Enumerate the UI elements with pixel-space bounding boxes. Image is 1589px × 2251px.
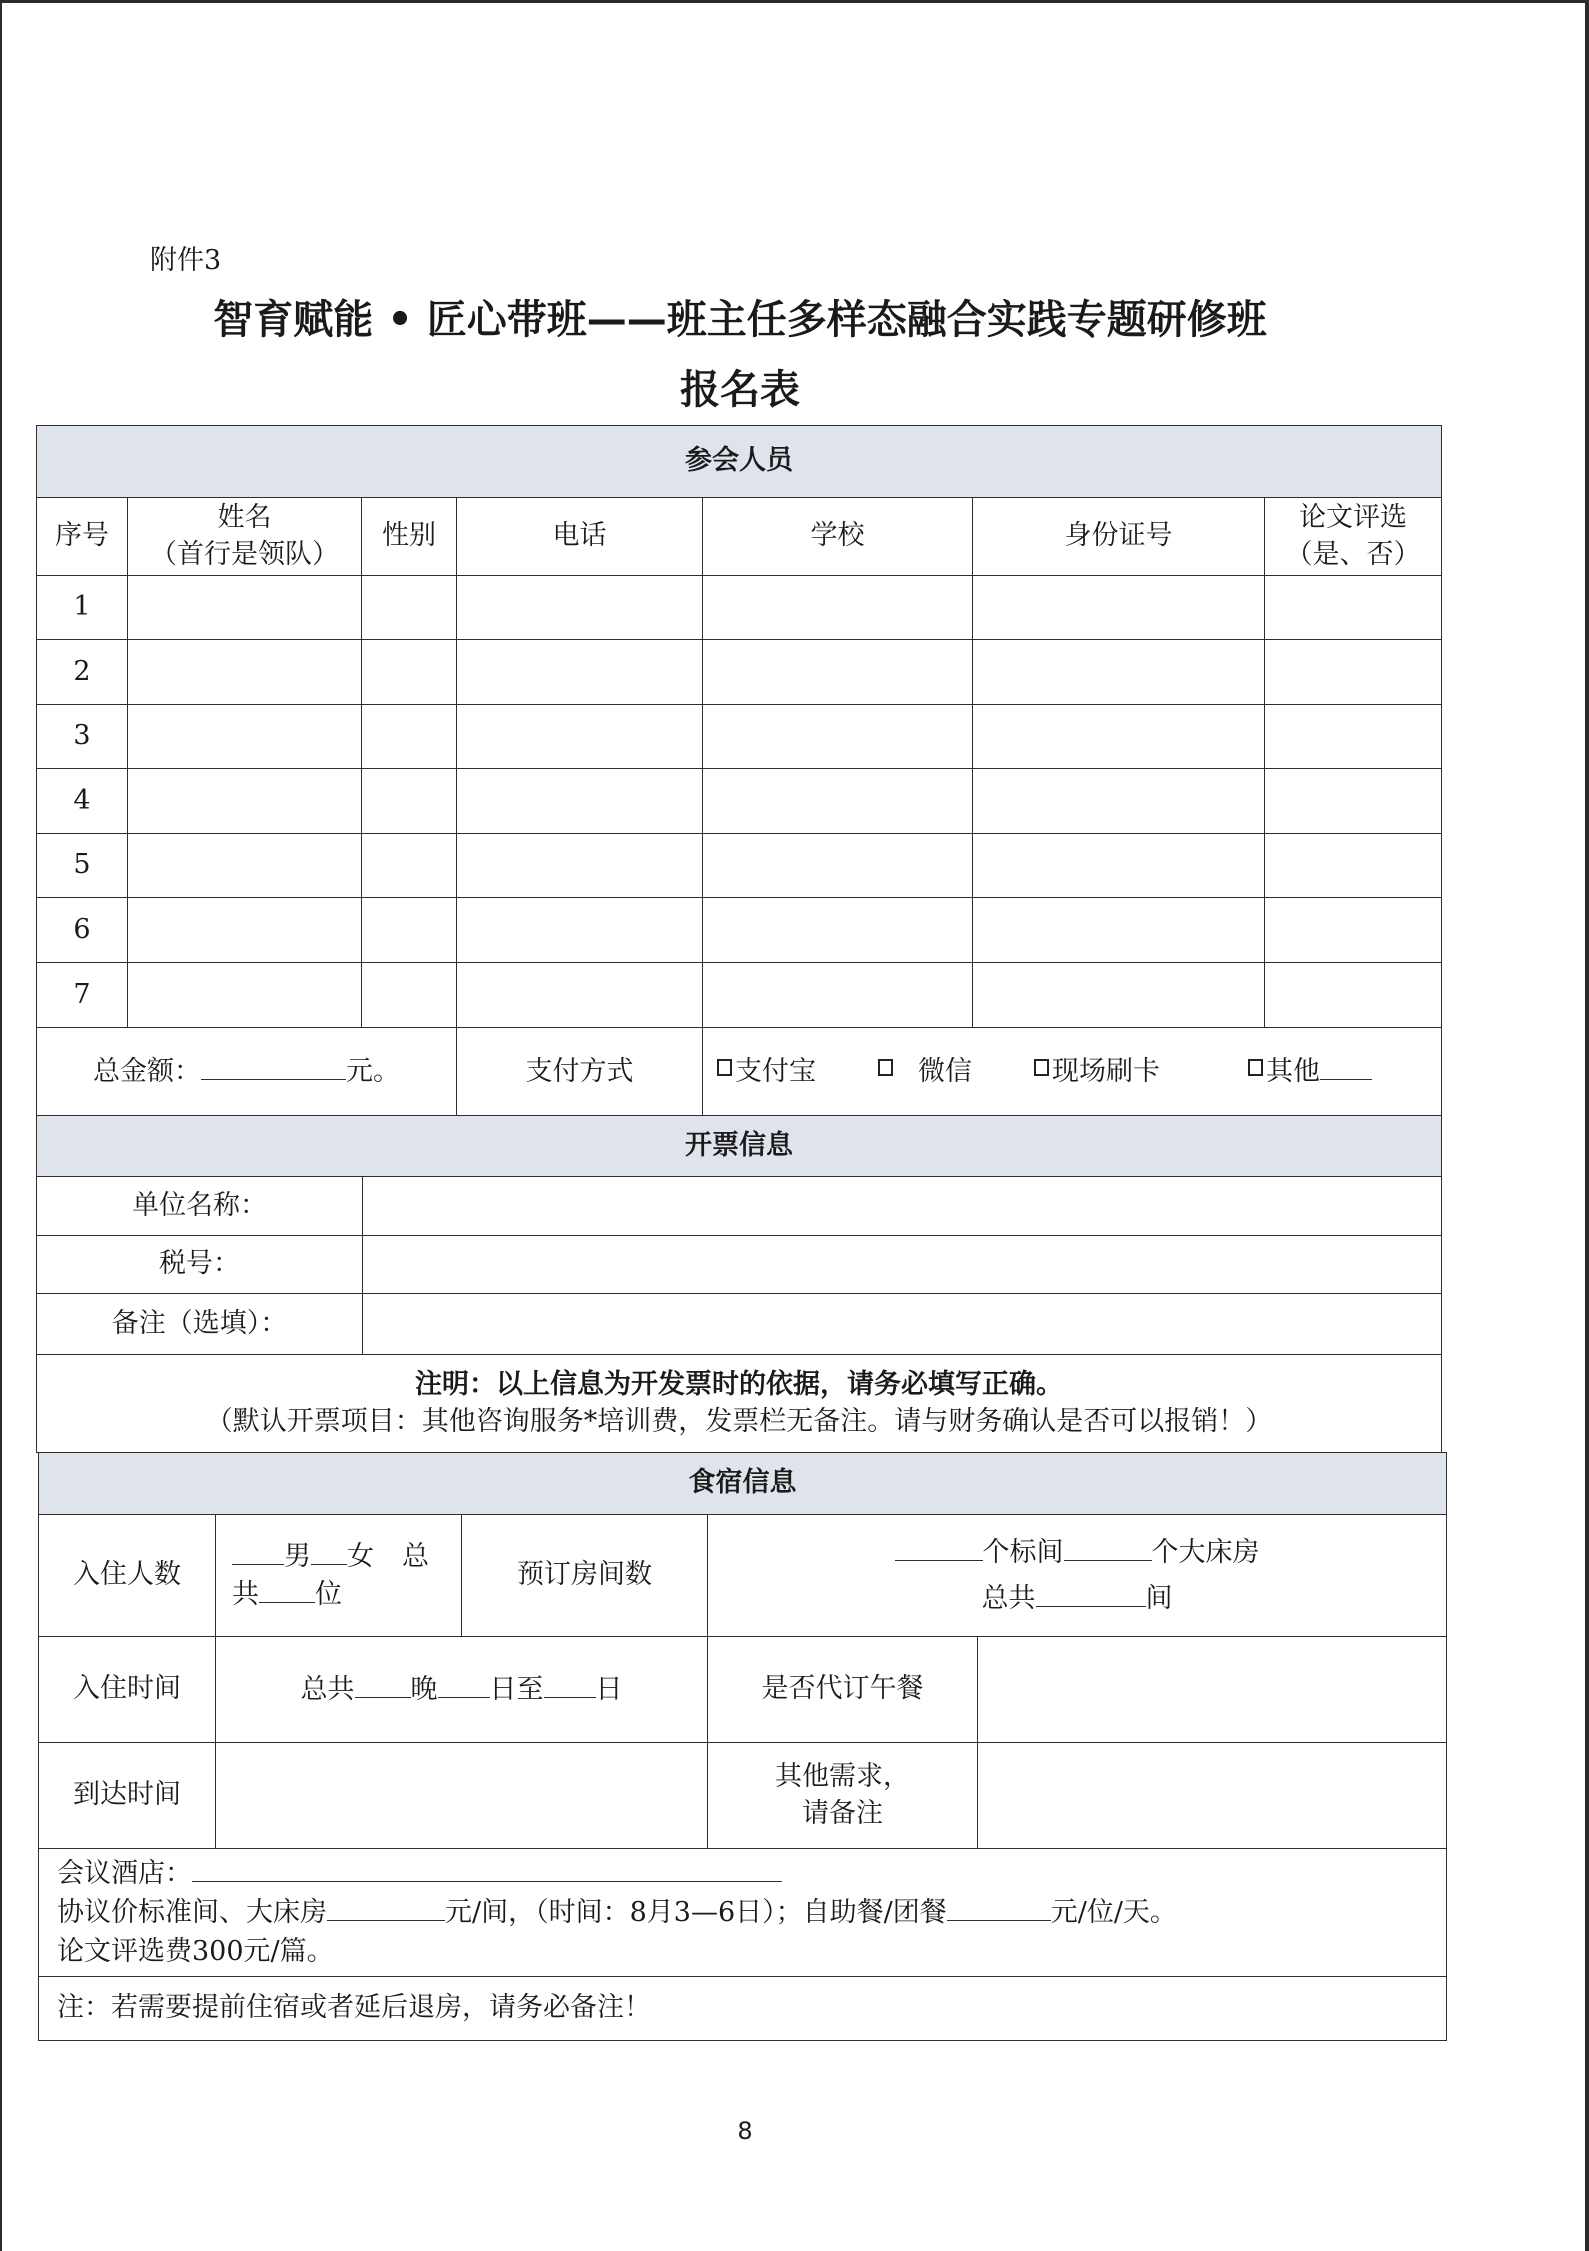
name-cell[interactable]	[128, 898, 362, 963]
nights-blank[interactable]	[355, 1671, 411, 1698]
paper-cell[interactable]	[1265, 576, 1442, 640]
id-cell[interactable]	[973, 705, 1265, 769]
total-amount-cell	[37, 1028, 457, 1117]
hotel-info	[39, 1849, 1447, 1977]
invoice-section-title: 开票信息	[685, 1129, 793, 1161]
hotel-label: 会议酒店：	[57, 1857, 192, 1889]
school-cell[interactable]	[703, 963, 973, 1028]
gender-cell[interactable]	[362, 963, 457, 1028]
phone-cell[interactable]	[457, 576, 703, 640]
total-amount-label: 总金额：	[93, 1056, 201, 1088]
name-cell[interactable]	[128, 640, 362, 705]
lodging-section-title: 食宿信息	[688, 1467, 797, 1499]
lodging-section-header	[39, 1453, 1447, 1515]
to-date-blank[interactable]	[544, 1671, 596, 1698]
total-label-a: 总	[402, 1541, 429, 1573]
arrival-label: 到达时间	[39, 1743, 216, 1849]
phone-cell[interactable]	[457, 834, 703, 898]
paper-cell[interactable]	[1265, 769, 1442, 834]
tax-number-label: 税号：	[37, 1236, 363, 1294]
checkin-label: 入住时间	[39, 1637, 216, 1743]
gender-cell[interactable]	[362, 898, 457, 963]
paper-cell[interactable]	[1265, 898, 1442, 963]
row-number: 5	[37, 834, 128, 898]
payment-method-label: 支付方式	[457, 1028, 703, 1117]
table-row	[37, 769, 1442, 834]
paper-cell[interactable]	[1265, 834, 1442, 898]
id-cell[interactable]	[973, 640, 1265, 705]
col-header-gender: 性别	[362, 498, 457, 576]
school-cell[interactable]	[703, 705, 973, 769]
col-header-paper-label: 论文评选	[1299, 502, 1408, 534]
page-edge-right	[1585, 0, 1589, 2251]
col-header-name	[128, 498, 362, 576]
col-header-name-note: （首行是领队）	[150, 538, 339, 570]
from-label: 日至	[489, 1673, 544, 1705]
page-edge-top	[0, 0, 1589, 3]
nights-label: 晚	[410, 1673, 438, 1705]
rooms-total-blank[interactable]	[1036, 1580, 1146, 1607]
option-other[interactable]	[1248, 1056, 1372, 1087]
col-header-school: 学校	[703, 498, 973, 576]
school-cell[interactable]	[703, 834, 973, 898]
female-label: 女	[347, 1541, 374, 1573]
total-amount-unit: 元。	[346, 1056, 400, 1088]
row-number: 7	[37, 963, 128, 1028]
gender-cell[interactable]	[362, 640, 457, 705]
price-text-b: 元/间，（时间：8月3—6日）；自助餐/团餐	[445, 1896, 947, 1928]
tax-number-field[interactable]	[363, 1236, 1442, 1294]
col-header-name-label: 姓名	[217, 502, 272, 534]
paper-cell[interactable]	[1265, 640, 1442, 705]
option-card-label: 现场刷卡	[1052, 1056, 1160, 1088]
option-other-blank[interactable]	[1320, 1053, 1372, 1080]
name-cell[interactable]	[128, 769, 362, 834]
col-header-paper	[1265, 498, 1442, 576]
female-count-blank[interactable]	[311, 1538, 347, 1565]
hotel-blank[interactable]	[192, 1855, 782, 1882]
name-cell[interactable]	[128, 963, 362, 1028]
rooms-unit: 间	[1145, 1582, 1173, 1614]
name-cell[interactable]	[128, 834, 362, 898]
lunch-field[interactable]	[978, 1637, 1447, 1743]
gender-cell[interactable]	[362, 834, 457, 898]
room-price-blank[interactable]	[327, 1894, 445, 1921]
occupancy-field	[216, 1515, 462, 1637]
payment-options	[703, 1028, 1442, 1117]
remark-label: 备注（选填）：	[37, 1294, 363, 1355]
other-requests-label-2: 请备注	[802, 1797, 883, 1829]
form-subtitle: 报名表	[680, 367, 800, 413]
price-text-a: 协议价标准间、大床房	[57, 1896, 327, 1928]
checkbox-icon[interactable]	[717, 1059, 732, 1076]
rooms-label: 预订房间数	[462, 1515, 708, 1637]
name-cell[interactable]	[128, 576, 362, 640]
row-number: 6	[37, 898, 128, 963]
total-amount-blank[interactable]	[201, 1053, 346, 1080]
arrival-field[interactable]	[216, 1743, 708, 1849]
rooms-field	[708, 1515, 1447, 1637]
form-title: 智育赋能 • 匠心带班——班主任多样态融合实践专题研修班	[213, 297, 1267, 343]
id-cell[interactable]	[973, 898, 1265, 963]
checkin-field	[216, 1637, 708, 1743]
paper-cell[interactable]	[1265, 705, 1442, 769]
gender-cell[interactable]	[362, 769, 457, 834]
option-wechat[interactable]	[878, 1056, 972, 1087]
row-number: 4	[37, 769, 128, 834]
option-alipay[interactable]	[717, 1056, 816, 1087]
col-header-id: 身份证号	[973, 498, 1265, 576]
king-room-blank[interactable]	[1064, 1534, 1152, 1561]
lodging-table	[38, 1452, 1447, 2041]
company-name-field[interactable]	[363, 1177, 1442, 1236]
invoice-note	[37, 1355, 1442, 1453]
meal-price-blank[interactable]	[947, 1894, 1051, 1921]
col-header-seq: 序号	[37, 498, 128, 576]
table-row	[37, 963, 1442, 1028]
school-cell[interactable]	[703, 769, 973, 834]
attachment-label: 附件3	[150, 245, 222, 276]
option-other-label: 其他	[1266, 1056, 1320, 1088]
table-row	[37, 898, 1442, 963]
id-cell[interactable]	[973, 576, 1265, 640]
phone-cell[interactable]	[457, 640, 703, 705]
total-unit: 位	[315, 1578, 342, 1610]
option-alipay-label: 支付宝	[735, 1056, 816, 1088]
option-wechat-label: 微信	[918, 1056, 972, 1088]
invoice-section-header	[37, 1116, 1442, 1177]
participants-section-header	[37, 426, 1442, 498]
table-row	[37, 705, 1442, 769]
to-label: 日	[595, 1673, 623, 1705]
occupancy-label: 入住人数	[39, 1515, 216, 1637]
participants-table	[36, 425, 1442, 1117]
school-cell[interactable]	[703, 576, 973, 640]
other-requests-label-1: 其他需求，	[775, 1761, 910, 1793]
phone-cell[interactable]	[457, 963, 703, 1028]
school-cell[interactable]	[703, 640, 973, 705]
phone-cell[interactable]	[457, 769, 703, 834]
male-label: 男	[284, 1541, 311, 1573]
table-row	[37, 576, 1442, 640]
invoice-note-line1: 注明：以上信息为开发票时的依据，请务必填写正确。	[415, 1369, 1063, 1401]
checkbox-icon[interactable]	[1248, 1059, 1263, 1076]
paper-fee: 论文评选费300元/篇。	[57, 1936, 334, 1968]
total-count-blank[interactable]	[259, 1576, 315, 1603]
school-cell[interactable]	[703, 898, 973, 963]
table-row	[37, 640, 1442, 705]
other-requests-field[interactable]	[978, 1743, 1447, 1849]
from-date-blank[interactable]	[438, 1671, 490, 1698]
phone-cell[interactable]	[457, 898, 703, 963]
phone-cell[interactable]	[457, 705, 703, 769]
invoice-note-line2: （默认开票项目：其他咨询服务*培训费，发票栏无备注。请与财务确认是否可以报销！）	[205, 1405, 1273, 1437]
standard-room-blank[interactable]	[895, 1534, 983, 1561]
company-name-label: 单位名称：	[37, 1177, 363, 1236]
name-cell[interactable]	[128, 705, 362, 769]
invoice-table	[36, 1115, 1442, 1453]
checkin-total-label: 总共	[300, 1673, 355, 1705]
id-cell[interactable]	[973, 834, 1265, 898]
col-header-phone: 电话	[457, 498, 703, 576]
row-number: 3	[37, 705, 128, 769]
standard-room-label: 个标间	[982, 1537, 1064, 1569]
row-number: 2	[37, 640, 128, 705]
price-text-c: 元/位/天。	[1050, 1896, 1177, 1928]
col-header-paper-note: （是、否）	[1285, 538, 1421, 570]
remark-field[interactable]	[363, 1294, 1442, 1355]
checkbox-icon[interactable]	[1034, 1059, 1049, 1076]
final-note: 注：若需要提前住宿或者延后退房，请务必备注！	[39, 1977, 1447, 2041]
gender-cell[interactable]	[362, 705, 457, 769]
paper-cell[interactable]	[1265, 963, 1442, 1028]
page-number: 8	[737, 2117, 753, 2145]
table-row	[37, 834, 1442, 898]
other-requests-label	[708, 1743, 978, 1849]
rooms-total-label: 总共	[981, 1582, 1036, 1614]
lunch-label: 是否代订午餐	[708, 1637, 978, 1743]
row-number: 1	[37, 576, 128, 640]
participants-section-title: 参会人员	[685, 445, 794, 477]
option-card[interactable]	[1034, 1056, 1160, 1087]
gender-cell[interactable]	[362, 576, 457, 640]
id-cell[interactable]	[973, 963, 1265, 1028]
king-room-label: 个大床房	[1151, 1537, 1260, 1569]
id-cell[interactable]	[973, 769, 1265, 834]
checkbox-icon[interactable]	[878, 1059, 893, 1076]
male-count-blank[interactable]	[232, 1538, 284, 1565]
total-label-b: 共	[232, 1578, 259, 1610]
